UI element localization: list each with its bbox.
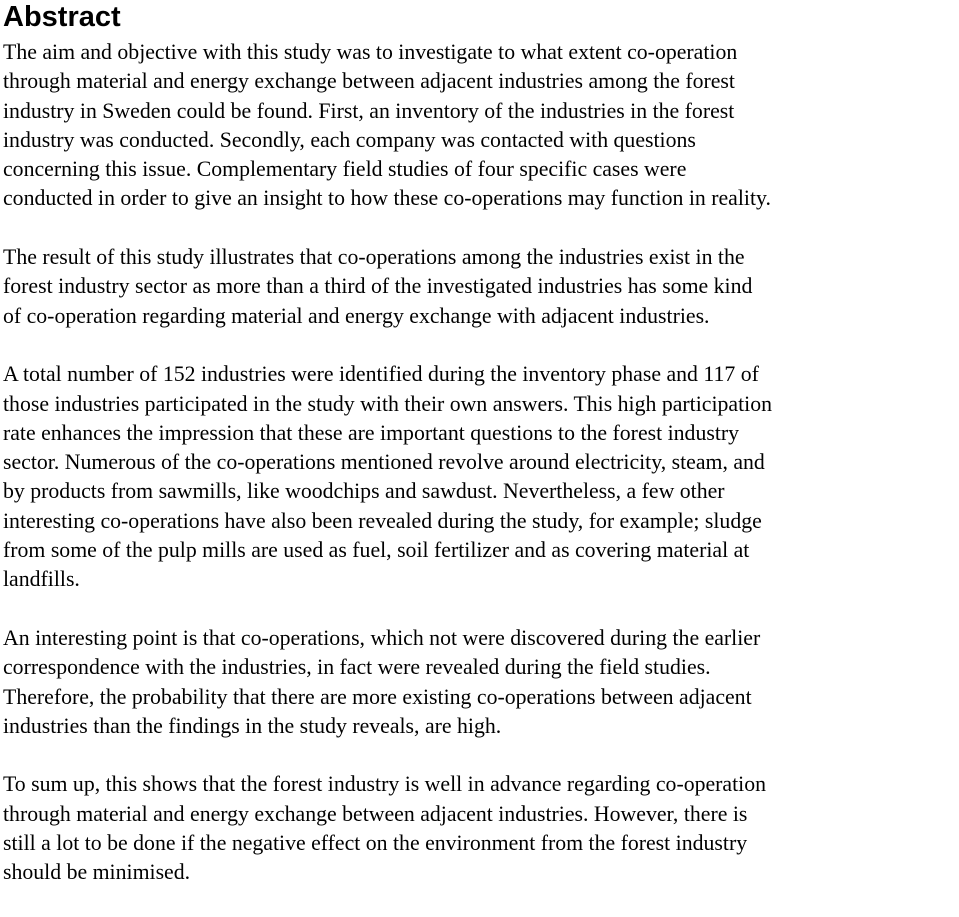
text-line: industries than the findings in the study reveals, are high. <box>3 713 502 738</box>
document-page <box>3 0 957 917</box>
text-line: of co-operation regarding material and energy exchange with adjacent industries. <box>3 303 710 328</box>
paragraph-interesting-point <box>3 624 957 741</box>
paragraph-result <box>3 243 957 331</box>
paragraph-total <box>3 360 957 594</box>
text-line: The aim and objective with this study was to investigate to what extent co-operation <box>3 40 738 64</box>
text-line: Therefore, the probability that there are more existing co-operations between adjacent <box>3 684 752 709</box>
text-line: still a lot to be done if the negative effect on the environment from the forest industry <box>3 831 748 856</box>
paragraph-sum-up <box>3 770 957 887</box>
text-line: The result of this study illustrates that co-operations among the industries exist in the <box>3 245 745 270</box>
text-line: A total number of 152 industries were identified during the inventory phase and 117 of <box>3 362 759 387</box>
text-line: To sum up, this shows that the forest industry is well in advance regarding co-operation <box>3 772 767 797</box>
text-line: should be minimised. <box>3 860 191 885</box>
abstract-heading: Abstract <box>3 1 121 33</box>
text-line: through material and energy exchange between adjacent industries among the forest <box>3 69 735 94</box>
text-line: concerning this issue. Complementary field studies of four specific cases were <box>3 157 687 182</box>
text-line: rate enhances the impression that these are important questions to the forest industry <box>3 420 740 445</box>
text-line: by products from sawmills, like woodchips and sawdust. Nevertheless, a few other <box>3 479 725 504</box>
paragraph-aim <box>3 38 957 214</box>
text-line: An interesting point is that co-operations, which not were discovered during the earlier <box>3 625 761 650</box>
text-line: those industries participated in the study with their own answers. This high participation <box>3 391 773 416</box>
text-line: correspondence with the industries, in fact were revealed during the field studies. <box>3 655 711 680</box>
text-line: from some of the pulp mills are used as fuel, soil fertilizer and as covering material at <box>3 538 750 563</box>
text-line: landfills. <box>3 567 80 592</box>
text-line: through material and energy exchange between adjacent industries. However, there is <box>3 801 748 826</box>
text-line: sector. Numerous of the co-operations mentioned revolve around electricity, steam, and <box>3 450 765 475</box>
text-line: industry in Sweden could be found. First, an inventory of the industries in the forest <box>3 98 735 123</box>
text-line: industry was conducted. Secondly, each company was contacted with questions <box>3 127 696 152</box>
text-line: interesting co-operations have also been revealed during the study, for example; sludge <box>3 508 762 533</box>
text-line: conducted in order to give an insight to how these co-operations may function in reality. <box>3 186 771 211</box>
text-line: forest industry sector as more than a third of the investigated industries has some kind <box>3 274 753 299</box>
